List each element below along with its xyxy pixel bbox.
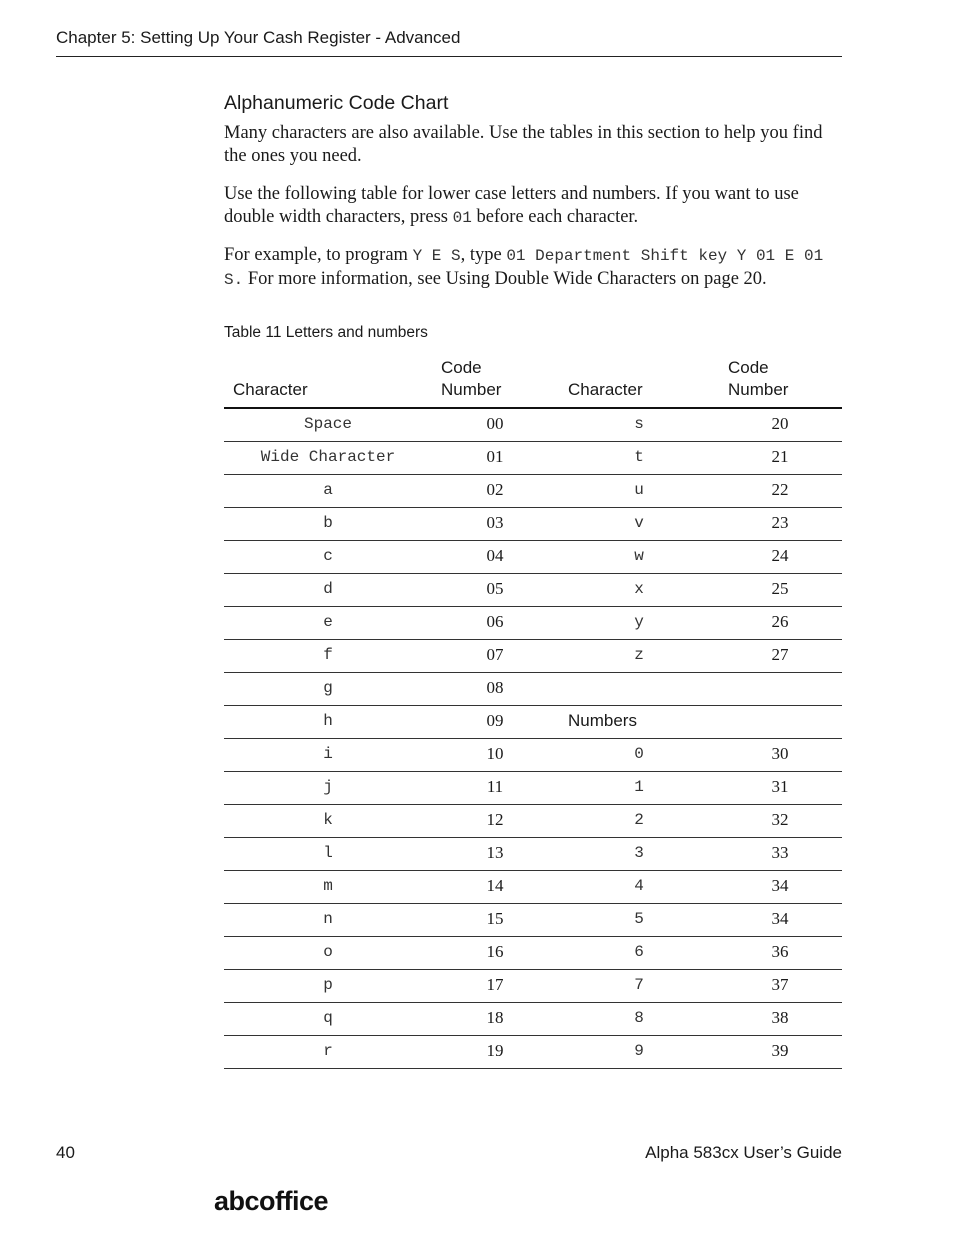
inline-code: Y E S	[412, 247, 461, 265]
table-row	[224, 904, 842, 937]
character-cell: Space	[303, 415, 352, 433]
character-cell: 5	[634, 910, 644, 928]
code-number-cell: 36	[771, 942, 789, 961]
code-number-cell: 37	[771, 975, 789, 994]
character-cell: 4	[634, 877, 644, 895]
paragraph-text: For example, to program	[224, 245, 413, 265]
table-row	[224, 673, 842, 706]
code-number-cell: 32	[771, 810, 789, 829]
brand-logo: abcoffice	[214, 1186, 329, 1216]
character-cell: g	[323, 679, 333, 697]
code-number-cell: 04	[486, 546, 504, 565]
paragraph-text: , type	[460, 245, 507, 265]
table-row	[224, 1003, 842, 1036]
double-width-paragraph	[224, 183, 842, 230]
table-caption: Table 11 Letters and numbers	[224, 324, 428, 341]
character-cell: 0	[634, 745, 644, 763]
character-cell: t	[634, 448, 644, 466]
code-number-cell: 06	[486, 612, 504, 631]
character-cell: 9	[634, 1042, 644, 1060]
code-number-cell: 21	[771, 447, 789, 466]
character-cell: Wide Character	[260, 448, 396, 466]
character-cell: h	[323, 712, 333, 730]
character-cell: q	[323, 1009, 333, 1027]
header-code-number-2	[728, 357, 788, 401]
table-row	[224, 871, 842, 904]
character-cell: b	[323, 514, 333, 532]
inline-code: 01	[452, 209, 472, 227]
character-cell: 1	[634, 778, 644, 796]
paragraph-text: before each character.	[471, 207, 639, 227]
guide-title: Alpha 583cx User’s Guide	[645, 1143, 842, 1162]
code-number-cell: 01	[486, 447, 504, 466]
code-number-cell: 34	[771, 909, 789, 928]
character-cell: k	[323, 811, 333, 829]
table-row	[224, 706, 842, 739]
code-number-cell: 13	[486, 843, 504, 862]
code-number-cell: 23	[771, 513, 789, 532]
character-cell: j	[323, 778, 333, 796]
character-cell: o	[323, 943, 333, 961]
character-cell: r	[323, 1042, 333, 1060]
code-number-cell: 39	[771, 1041, 789, 1060]
table-row	[224, 607, 842, 640]
table-row	[224, 838, 842, 871]
code-number-cell: 24	[771, 546, 789, 565]
table-row	[224, 508, 842, 541]
code-number-cell: 14	[486, 876, 504, 895]
table-row	[224, 937, 842, 970]
code-number-cell: 30	[771, 744, 789, 763]
header-character: Character	[233, 380, 308, 399]
character-cell: d	[323, 580, 333, 598]
header-code-line2: Number	[441, 380, 502, 399]
code-number-cell: 33	[771, 843, 789, 862]
paragraph-text: Use the following table for lower case letters and numbers. If you want to use double width characters, press	[224, 184, 799, 227]
character-cell: 2	[634, 811, 644, 829]
character-cell: f	[323, 646, 333, 664]
code-number-cell: 22	[771, 480, 789, 499]
header-character-2: Character	[568, 380, 643, 399]
inline-code: 01 Department Shift key Y 01 E 01 S.	[224, 247, 824, 289]
code-number-cell: 27	[771, 645, 789, 664]
character-cell: s	[634, 415, 644, 433]
code-number-cell: 03	[486, 513, 504, 532]
code-number-cell: 31	[771, 777, 789, 796]
table-row	[224, 1036, 842, 1069]
character-cell: y	[634, 613, 644, 631]
code-number-cell: 12	[486, 810, 504, 829]
character-cell: l	[323, 844, 333, 862]
code-number-cell: 26	[771, 612, 789, 631]
code-number-cell: 18	[486, 1008, 504, 1027]
code-number-cell: 19	[486, 1041, 504, 1060]
character-cell: i	[323, 745, 333, 763]
character-cell: a	[323, 481, 333, 499]
character-cell: e	[323, 613, 333, 631]
character-cell: u	[634, 481, 644, 499]
character-cell: v	[634, 514, 644, 532]
character-cell: m	[323, 877, 333, 895]
table-row	[224, 970, 842, 1003]
code-number-cell: 25	[771, 579, 789, 598]
table-header	[224, 355, 842, 409]
table-row	[224, 739, 842, 772]
header-rule	[56, 56, 842, 57]
character-cell: p	[323, 976, 333, 994]
header-code-line2: Number	[728, 380, 789, 399]
code-number-cell: 34	[771, 876, 789, 895]
table-row	[224, 574, 842, 607]
page-number: 40	[56, 1143, 75, 1162]
code-number-cell: 17	[486, 975, 504, 994]
header-code-line1: Code	[441, 358, 482, 377]
example-paragraph	[224, 244, 842, 292]
table-row	[224, 475, 842, 508]
character-cell: 3	[634, 844, 644, 862]
character-cell: 8	[634, 1009, 644, 1027]
code-number-cell: 10	[486, 744, 504, 763]
table-row	[224, 640, 842, 673]
character-cell: x	[634, 580, 644, 598]
character-cell: z	[634, 646, 644, 664]
code-number-cell: 08	[486, 678, 504, 697]
table-row	[224, 805, 842, 838]
code-number-cell: 05	[486, 579, 504, 598]
code-number-cell: 00	[486, 414, 504, 433]
table-row	[224, 772, 842, 805]
character-cell: 7	[634, 976, 644, 994]
code-number-cell: 02	[486, 480, 504, 499]
character-cell: c	[323, 547, 333, 565]
table-body	[224, 409, 842, 1069]
code-number-cell: 07	[486, 645, 504, 664]
table-row	[224, 541, 842, 574]
code-number-cell: 09	[486, 711, 504, 730]
code-number-cell: 15	[486, 909, 504, 928]
numbers-subheading: Numbers	[568, 711, 637, 730]
code-number-cell: 20	[771, 414, 789, 433]
code-number-cell: 38	[771, 1008, 789, 1027]
paragraph-text: For more information, see Using Double Wide Characters on page 20.	[243, 269, 767, 289]
header-code-number	[441, 357, 501, 401]
running-header: Chapter 5: Setting Up Your Cash Register - Advanced	[56, 28, 461, 47]
character-cell: n	[323, 910, 333, 928]
character-cell: w	[634, 547, 644, 565]
header-code-line1: Code	[728, 358, 769, 377]
code-number-cell: 16	[486, 942, 504, 961]
code-number-cell: 11	[486, 777, 504, 796]
character-cell: 6	[634, 943, 644, 961]
section-title: Alphanumeric Code Chart	[224, 92, 449, 114]
intro-paragraph: Many characters are also available. Use the tables in this section to help you find the ones you need.	[224, 123, 823, 166]
table-row	[224, 409, 842, 442]
table-row	[224, 442, 842, 475]
